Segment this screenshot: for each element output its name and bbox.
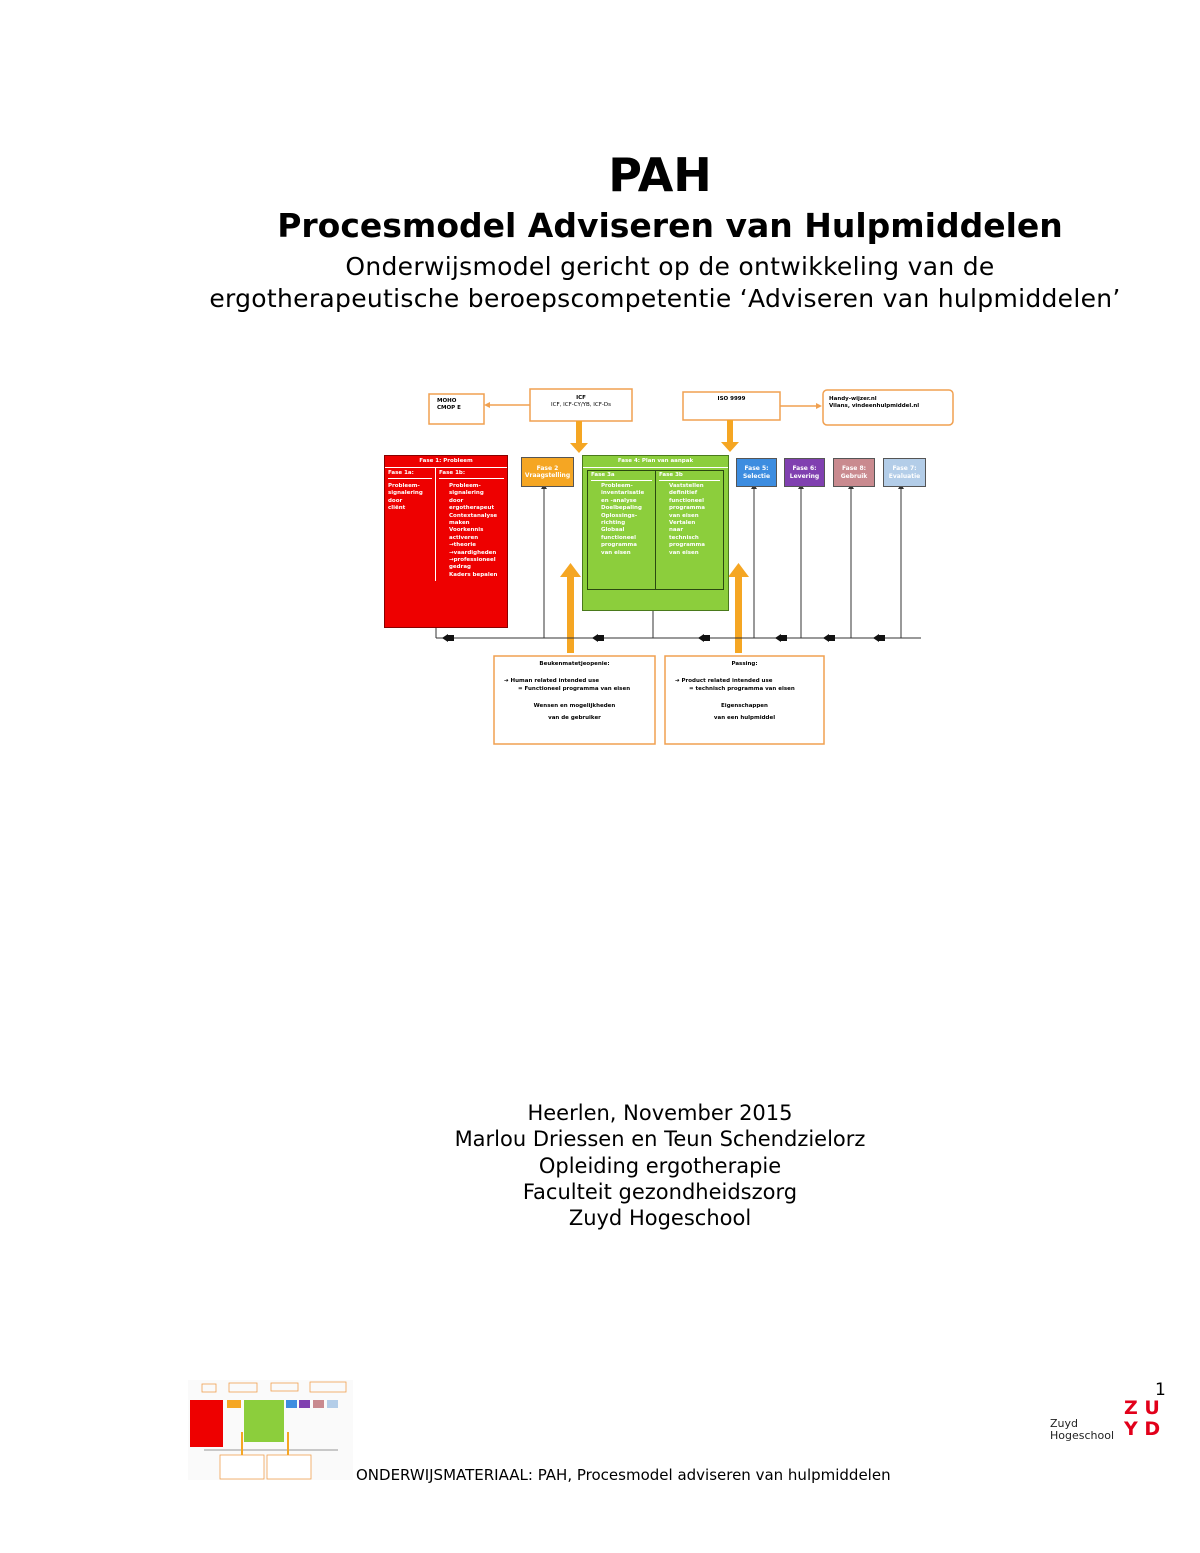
logo-mark-line-2: Y D <box>1124 1417 1161 1440</box>
fase-1b-item: Voorkennis <box>449 527 484 534</box>
fase-7-label: Evaluatie <box>888 472 921 480</box>
faculty: Faculteit gezondheidszorg <box>522 1180 798 1204</box>
fase-3a-item: van eisen <box>601 549 631 556</box>
thumbnail-shapes <box>188 1380 353 1480</box>
fase-3b-item: van eisen <box>669 549 699 556</box>
fase-1b-item: Contextanalyse <box>449 512 498 519</box>
fase-3b-item: functioneel <box>669 497 705 504</box>
fase-3b-item: technisch <box>669 534 699 541</box>
fase-6-label: Levering <box>789 472 820 480</box>
fase-4-box <box>582 455 729 611</box>
fase-5-label: Selectie <box>742 472 771 480</box>
fase-1b-item: →theorie <box>449 542 476 549</box>
fase-3a-item: functioneel <box>601 534 637 541</box>
fase-1a-text: signalering <box>388 490 423 497</box>
fase-4-title: Fase 4: Plan van aanpak <box>583 456 728 468</box>
fase-3a-item: programma <box>601 542 637 549</box>
fase-1a-text: cliënt <box>388 505 406 512</box>
fase-3b-item: naar <box>669 527 684 534</box>
fase-5-title: Fase 5: <box>744 465 769 473</box>
logo-text-line-1: Zuyd <box>1050 1417 1078 1430</box>
fase-1b-item: ergotherapeut <box>449 505 495 512</box>
fase-1-title: Fase 1: Probleem <box>385 456 507 468</box>
fase-3a-item: en -analyse <box>601 497 637 504</box>
bottom-right-line-4: van een hulpmiddel <box>713 714 776 721</box>
fase-2-title: Fase 2 <box>536 464 559 472</box>
bottom-right-line-3: Eigenschappen <box>721 703 768 710</box>
fase-1a-head: Fase 1a: <box>388 470 432 478</box>
fase-3a-item: richting <box>601 519 626 526</box>
program: Opleiding ergotherapie <box>538 1154 782 1178</box>
process-diagram: MOHO CMOP E ICF ICF, ICF-CY/YB, ICF-Ds ISO 9999 Handy-wijzer.nl Vilans, vindeenhulpmiddel.nl Fase 1: Probleem Fase 1a: Probleem- signalering door cliënt Fase 1b: Probleem- signalering door ergotherapeut Contextanalyse maken Voorkennis activeren →theorie →vaardigheden →professioneel gedrag Kaders bepalen Fase 2 Vraagstelling Fase 4: Plan van aanpak Fase 3a Probleem- inventarisatie en -analyse Doelbepaling Oplossings- richting Globaal functioneel programma van eisen Fase 3b Vaststellen definitief functioneel programma van eisen Vertalen naar technisch programma van eisen Fase 5: Selectie Fase 6: Levering Fase 8: Gebruik Fase 7: Evaluatie Beukenmatetjeopenie: ➔ Human related intended use = Functioneel programma van eisen Wensen en mogelijkheden van de gebruiker Passing: ➔ Product related intended use = technisch programma van eisen Eigenschappen van een hulpmiddel <box>380 385 960 750</box>
fase-1b-item: Probleem- <box>449 482 481 489</box>
fase-1b-item: →professioneel <box>449 557 496 564</box>
logo-mark-line-1: Z U <box>1124 1397 1160 1419</box>
fase-3a-item: Probleem- <box>601 482 633 489</box>
page-title: PAH <box>608 148 712 202</box>
fase-1b-item: door <box>449 497 464 504</box>
fase-3a-item: inventarisatie <box>601 490 645 497</box>
zuyd-logo <box>1050 1398 1170 1446</box>
fase-1b-head: Fase 1b: <box>439 470 504 478</box>
fase-5-box <box>736 458 777 487</box>
fase-3b-head: Fase 3b <box>659 472 720 480</box>
icf-variants: ICF, ICF-CY/YB, ICF-Ds <box>550 402 612 409</box>
authors: Marlou Driessen en Teun Schendzielorz <box>454 1127 866 1151</box>
fase-1a-text: Probleem- <box>388 482 420 489</box>
page-subtitle: Procesmodel Adviseren van Hulpmiddelen <box>277 206 1063 245</box>
fase-2-box <box>521 457 574 487</box>
fase-3b-item: programma <box>669 505 705 512</box>
fase-8-box <box>833 458 875 487</box>
fase-1b-item: maken <box>449 519 470 526</box>
fase-7-box <box>883 458 926 487</box>
bottom-right-item-1: Product related intended use <box>681 678 773 685</box>
bottom-left-line-3: Wensen en mogelijkheden <box>533 703 616 710</box>
bottom-right-item-2: = technisch programma van eisen <box>689 685 795 692</box>
iso-label: ISO 9999 <box>717 396 746 402</box>
page-number: 1 <box>1155 1380 1166 1400</box>
handy-label: Handy-wijzer.nl <box>829 396 877 402</box>
logo-text-line-2: Hogeschool <box>1050 1429 1115 1443</box>
footer-text: ONDERWIJSMATERIAAL: PAH, Procesmodel adviseren van hulpmiddelen <box>356 1466 891 1484</box>
fase-8-title: Fase 8: <box>841 465 867 473</box>
fase-6-box <box>784 458 825 487</box>
fase-1-box <box>384 455 508 628</box>
bottom-left-item-2: = Functioneel programma van eisen <box>518 685 631 692</box>
moho-label: MOHO <box>437 398 457 404</box>
fase-1b-item: activeren <box>449 534 479 541</box>
fase-3b-item: van eisen <box>669 512 699 519</box>
place-date: Heerlen, November 2015 <box>527 1101 793 1125</box>
fase-6-title: Fase 6: <box>792 465 817 473</box>
fase-3a-head: Fase 3a <box>591 472 652 480</box>
fase-2-label: Vraagstelling <box>524 472 571 479</box>
cmop-label: CMOP E <box>437 405 461 412</box>
fase-3b-item: Vertalen <box>669 519 696 526</box>
fase-8-label: Gebruik <box>840 472 868 480</box>
fase-3a-item: Doelbepaling <box>601 505 642 512</box>
fase-3b-item: definitief <box>669 490 698 497</box>
bottom-left-title: Beukenmatetjeopenie: <box>539 661 610 667</box>
fase-1a-text: door <box>388 497 403 504</box>
fase-1b-item: →vaardigheden <box>449 549 497 556</box>
fase-1b-item: signalering <box>449 490 484 497</box>
vilans-label: Vilans, vindeenhulpmiddel.nl <box>829 403 920 410</box>
bottom-right-title: Passing: <box>731 661 758 667</box>
fase-3a-item: Oplossings- <box>601 512 638 519</box>
tagline-line-1: Onderwijsmodel gericht op de ontwikkeling van de <box>345 252 995 281</box>
icf-label: ICF <box>576 395 586 401</box>
bottom-left-item-1: Human related intended use <box>510 678 600 685</box>
fase-7-title: Fase 7: <box>892 465 917 473</box>
fase-3b-item: Vaststellen <box>669 482 704 489</box>
fase-3a-item: Globaal <box>601 527 625 534</box>
tagline-line-2: ergotherapeutische beroepscompetentie ‘Adviseren van hulpmiddelen’ <box>209 284 1121 313</box>
bottom-left-line-4: van de gebruiker <box>548 714 601 721</box>
institution: Zuyd Hogeschool <box>568 1206 752 1230</box>
fase-1b-item: Kaders bepalen <box>449 571 498 578</box>
fase-1b-item: gedrag <box>449 564 471 571</box>
fase-3b-item: programma <box>669 542 705 549</box>
footer-diagram-thumbnail <box>188 1380 353 1480</box>
